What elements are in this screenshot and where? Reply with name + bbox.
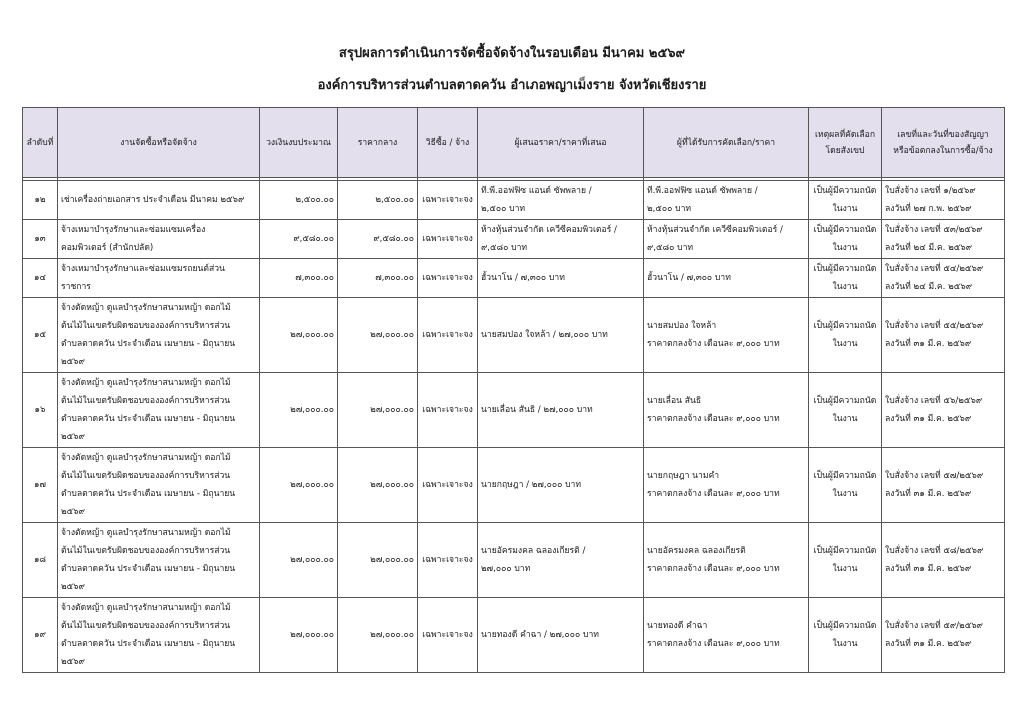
cell-work-line: จ้างเหมาบำรุงรักษาและซ่อมแซมรถยนต์ส่วน — [61, 264, 225, 274]
cell-no: ๑๙ — [23, 598, 58, 673]
cell-method: เฉพาะเจาะจง — [418, 259, 478, 298]
cell-reason — [809, 298, 882, 373]
cell-selected-line: นายอัครมงคล ฉลองเกียรติ — [647, 546, 746, 556]
table-row — [23, 259, 1005, 298]
cell-work-line: เช่าเครื่องถ่ายเอกสาร ประจำเดือน มีนาคม ๒๕๖๙ — [61, 195, 245, 205]
cell-reason-line: ในงาน — [832, 243, 858, 253]
cell-selected-line: นายเลื่อน สันธิ — [647, 396, 702, 406]
cell-reason — [809, 373, 882, 448]
cell-bidder — [478, 181, 644, 220]
cell-selected-line: ๙,๕๘๐ บาท — [647, 243, 694, 253]
cell-method: เฉพาะเจาะจง — [418, 523, 478, 598]
cell-median-price: ๙,๕๘๐.๐๐ — [338, 220, 418, 259]
cell-work-line: จ้างตัดหญ้า ดูแลบำรุงรักษาสนามหญ้า ดอกไม้ — [61, 603, 231, 613]
cell-work — [58, 259, 260, 298]
cell-work-line: ๒๕๖๙ — [61, 507, 85, 517]
col-header-median-price: ราคากลาง — [338, 108, 418, 178]
cell-selected-line: ราคาตกลงจ้าง เดือนละ ๙,๐๐๐ บาท — [647, 489, 780, 499]
cell-contract — [882, 220, 1005, 259]
cell-contract — [882, 259, 1005, 298]
cell-work-line: จ้างตัดหญ้า ดูแลบำรุงรักษาสนามหญ้า ดอกไม้ — [61, 303, 231, 313]
cell-work-line: ต้นไม้ในเขตรับผิดชอบขององค์การบริหารส่วน — [61, 621, 231, 631]
cell-bidder-line: ๒,๕๐๐ บาท — [481, 204, 526, 214]
cell-contract — [882, 373, 1005, 448]
procurement-table — [22, 107, 1005, 673]
cell-bidder — [478, 298, 644, 373]
cell-work-line: ราชการ — [61, 282, 91, 292]
cell-selected-line: ที.พี.ออฟฟิซ แอนด์ ซัพพลาย / — [647, 186, 758, 196]
cell-work-line: ต้นไม้ในเขตรับผิดชอบขององค์การบริหารส่วน — [61, 396, 231, 406]
cell-median-price: ๒๗,๐๐๐.๐๐ — [338, 298, 418, 373]
cell-method: เฉพาะเจาะจง — [418, 373, 478, 448]
cell-work — [58, 373, 260, 448]
cell-reason-line: เป็นผู้มีความถนัด — [813, 396, 877, 406]
table-row — [23, 220, 1005, 259]
cell-no: ๑๘ — [23, 523, 58, 598]
cell-contract-line: ลงวันที่ ๒๔ มี.ค. ๒๕๖๙ — [885, 282, 972, 292]
cell-work — [58, 523, 260, 598]
cell-work-line: ๒๕๖๙ — [61, 357, 85, 367]
cell-method: เฉพาะเจาะจง — [418, 181, 478, 220]
cell-median-price: ๒๗,๐๐๐.๐๐ — [338, 448, 418, 523]
cell-work-line: คอมพิวเตอร์ (สำนักปลัด) — [61, 243, 154, 253]
cell-work-line: จ้างตัดหญ้า ดูแลบำรุงรักษาสนามหญ้า ดอกไม้ — [61, 528, 231, 538]
cell-selected — [644, 523, 809, 598]
cell-budget: ๒,๕๐๐.๐๐ — [260, 181, 338, 220]
cell-method: เฉพาะเจาะจง — [418, 448, 478, 523]
cell-contract — [882, 448, 1005, 523]
cell-bidder-line: นายสมปอง ใจหล้า / ๒๗,๐๐๐ บาท — [481, 330, 608, 340]
col-header-contract-line: หรือข้อตกลงในการซื้อ/จ้าง — [893, 145, 993, 156]
cell-selected-line: นายทองดี คำฉา — [647, 621, 708, 631]
cell-work-line: ตำบลตาดควัน ประจำเดือน เมษายน - มิถุนายน — [61, 414, 236, 424]
cell-budget: ๙,๕๘๐.๐๐ — [260, 220, 338, 259]
cell-budget: ๗,๓๐๐.๐๐ — [260, 259, 338, 298]
cell-work-line: ตำบลตาดควัน ประจำเดือน เมษายน - มิถุนายน — [61, 564, 236, 574]
cell-no: ๑๓ — [23, 220, 58, 259]
cell-method: เฉพาะเจาะจง — [418, 298, 478, 373]
document-title: สรุปผลการดำเนินการจัดซื้อจัดจ้างในรอบเดือน มีนาคม ๒๕๖๙ — [338, 46, 686, 61]
cell-selected-line: ห้างหุ้นส่วนจำกัด เควีซีคอมพิวเตอร์ / — [647, 225, 783, 235]
cell-selected — [644, 373, 809, 448]
cell-contract-line: ใบสั่งจ้าง เลขที่ ๕๘/๒๕๖๙ — [885, 546, 984, 556]
cell-no: ๑๔ — [23, 259, 58, 298]
cell-work-line: ต้นไม้ในเขตรับผิดชอบขององค์การบริหารส่วน — [61, 471, 231, 481]
table-body — [23, 178, 1005, 673]
cell-selected-line: ราคาตกลงจ้าง เดือนละ ๙,๐๐๐ บาท — [647, 564, 780, 574]
table-row — [23, 181, 1005, 220]
cell-work-line: ๒๕๖๙ — [61, 582, 85, 592]
cell-selected-line: นายกฤษฎา นามคำ — [647, 471, 720, 481]
cell-contract — [882, 598, 1005, 673]
cell-contract-line: ใบสั่งจ้าง เลขที่ ๕๖/๒๕๖๙ — [885, 396, 983, 406]
cell-work-line: ตำบลตาดควัน ประจำเดือน เมษายน - มิถุนายน — [61, 489, 236, 499]
cell-selected-line: ฮั้วนาโน / ๗,๓๐๐ บาท — [647, 273, 731, 283]
cell-median-price: ๒,๕๐๐.๐๐ — [338, 181, 418, 220]
cell-bidder — [478, 448, 644, 523]
cell-contract-line: ใบสั่งจ้าง เลขที่ ๕๙/๒๕๖๙ — [885, 621, 983, 631]
cell-contract-line: ลงวันที่ ๓๑ มี.ค. ๒๕๖๙ — [885, 489, 972, 499]
cell-reason-line: ในงาน — [832, 282, 858, 292]
cell-bidder-line: ๒๗,๐๐๐ บาท — [481, 564, 531, 574]
cell-method: เฉพาะเจาะจง — [418, 220, 478, 259]
cell-bidder — [478, 259, 644, 298]
cell-contract — [882, 298, 1005, 373]
table-row — [23, 298, 1005, 373]
table-row — [23, 373, 1005, 448]
document-subtitle: องค์การบริหารส่วนตำบลตาดควัน อำเภอพญาเม็งราย จังหวัดเชียงราย — [317, 78, 707, 93]
cell-reason — [809, 220, 882, 259]
cell-reason — [809, 181, 882, 220]
cell-contract — [882, 523, 1005, 598]
cell-work — [58, 448, 260, 523]
cell-selected-line: ราคาตกลงจ้าง เดือนละ ๙,๐๐๐ บาท — [647, 414, 780, 424]
cell-reason-line: เป็นผู้มีความถนัด — [813, 186, 877, 196]
cell-work — [58, 220, 260, 259]
cell-reason-line: เป็นผู้มีความถนัด — [813, 471, 877, 481]
cell-median-price: ๗,๓๐๐.๐๐ — [338, 259, 418, 298]
cell-contract-line: ลงวันที่ ๒๔ มี.ค. ๒๕๖๙ — [885, 243, 972, 253]
cell-bidder-line: นายอัครมงคล ฉลองเกียรติ / — [481, 546, 586, 556]
cell-contract-line: ลงวันที่ ๓๑ มี.ค. ๒๕๖๙ — [885, 414, 972, 424]
cell-bidder — [478, 373, 644, 448]
cell-no: ๑๗ — [23, 448, 58, 523]
cell-work-line: ๒๕๖๙ — [61, 657, 85, 667]
col-header-reason — [809, 108, 882, 178]
cell-median-price: ๒๗,๐๐๐.๐๐ — [338, 523, 418, 598]
cell-budget: ๒๗,๐๐๐.๐๐ — [260, 598, 338, 673]
table-row — [23, 523, 1005, 598]
cell-selected — [644, 448, 809, 523]
cell-work-line: ตำบลตาดควัน ประจำเดือน เมษายน - มิถุนายน — [61, 639, 236, 649]
cell-bidder — [478, 523, 644, 598]
cell-median-price: ๒๗,๐๐๐.๐๐ — [338, 598, 418, 673]
cell-method: เฉพาะเจาะจง — [418, 598, 478, 673]
col-header-bidder: ผู้เสนอราคา/ราคาที่เสนอ — [478, 108, 644, 178]
cell-no: ๑๕ — [23, 298, 58, 373]
cell-contract-line: ใบสั่งจ้าง เลขที่ ๕๔/๒๕๖๙ — [885, 264, 984, 274]
cell-bidder-line: นายกฤษฎา / ๒๗,๐๐๐ บาท — [481, 480, 582, 490]
cell-reason — [809, 598, 882, 673]
cell-work — [58, 298, 260, 373]
cell-work-line: ต้นไม้ในเขตรับผิดชอบขององค์การบริหารส่วน — [61, 546, 231, 556]
cell-bidder — [478, 220, 644, 259]
col-header-reason-line: เหตุผลที่คัดเลือก — [814, 129, 876, 140]
cell-bidder-line: ๙,๕๘๐ บาท — [481, 243, 528, 253]
cell-reason-line: ในงาน — [832, 339, 858, 349]
cell-contract — [882, 181, 1005, 220]
col-header-method: วิธีซื้อ / จ้าง — [418, 108, 478, 178]
cell-budget: ๒๗,๐๐๐.๐๐ — [260, 373, 338, 448]
cell-reason-line: เป็นผู้มีความถนัด — [813, 621, 877, 631]
cell-contract-line: ลงวันที่ ๓๑ มี.ค. ๒๕๖๙ — [885, 339, 972, 349]
cell-selected — [644, 220, 809, 259]
col-header-work: งานจัดซื้อหรือจัดจ้าง — [58, 108, 260, 178]
cell-contract-line: ใบสั่งจ้าง เลขที่ ๕๗/๒๕๖๙ — [885, 471, 984, 481]
cell-work-line: จ้างเหมาบำรุงรักษาและซ่อมแซมเครื่อง — [61, 225, 206, 235]
cell-work-line: ต้นไม้ในเขตรับผิดชอบขององค์การบริหารส่วน — [61, 321, 231, 331]
cell-bidder-line: ที.พี.ออฟฟิซ แอนด์ ซัพพลาย / — [481, 186, 592, 196]
cell-no: ๑๖ — [23, 373, 58, 448]
cell-work-line: ๒๕๖๙ — [61, 432, 85, 442]
cell-reason-line: เป็นผู้มีความถนัด — [813, 321, 877, 331]
cell-contract-line: ใบสั่งจ้าง เลขที่ ๕๕/๒๕๖๙ — [885, 321, 984, 331]
cell-bidder-line: ฮั้วนาโน / ๗,๓๐๐ บาท — [481, 273, 565, 283]
cell-reason-line: เป็นผู้มีความถนัด — [813, 264, 877, 274]
cell-contract-line: ใบสั่งจ้าง เลขที่ ๕๓/๒๕๖๙ — [885, 225, 983, 235]
col-header-budget: วงเงินงบประมาณ — [260, 108, 338, 178]
cell-selected — [644, 598, 809, 673]
cell-reason-line: เป็นผู้มีความถนัด — [813, 546, 877, 556]
cell-reason — [809, 259, 882, 298]
cell-work-line: จ้างตัดหญ้า ดูแลบำรุงรักษาสนามหญ้า ดอกไม้ — [61, 453, 231, 463]
cell-no: ๑๒ — [23, 181, 58, 220]
cell-reason-line: ในงาน — [832, 414, 858, 424]
col-header-contract-line: เลขที่และวันที่ของสัญญา — [897, 129, 989, 140]
cell-bidder — [478, 598, 644, 673]
cell-work — [58, 598, 260, 673]
col-header-no: ลำดับที่ — [23, 108, 58, 178]
col-header-reason-line: โดยสังเขป — [825, 145, 865, 156]
cell-reason — [809, 523, 882, 598]
cell-bidder-line: ห้างหุ้นส่วนจำกัด เควีซีคอมพิวเตอร์ / — [481, 225, 617, 235]
cell-contract-line: ลงวันที่ ๓๑ มี.ค. ๒๕๖๙ — [885, 564, 972, 574]
cell-reason-line: ในงาน — [832, 489, 858, 499]
cell-reason-line: ในงาน — [832, 204, 858, 214]
cell-budget: ๒๗,๐๐๐.๐๐ — [260, 523, 338, 598]
cell-work-line: จ้างตัดหญ้า ดูแลบำรุงรักษาสนามหญ้า ดอกไม้ — [61, 378, 231, 388]
cell-budget: ๒๗,๐๐๐.๐๐ — [260, 298, 338, 373]
cell-bidder-line: นายเลื่อน สันธิ / ๒๗,๐๐๐ บาท — [481, 405, 593, 415]
cell-work-line: ตำบลตาดควัน ประจำเดือน เมษายน - มิถุนายน — [61, 339, 236, 349]
cell-contract-line: ใบสั่งจ้าง เลขที่ ๑/๒๕๖๙ — [885, 186, 976, 196]
cell-selected — [644, 259, 809, 298]
cell-reason — [809, 448, 882, 523]
cell-budget: ๒๗,๐๐๐.๐๐ — [260, 448, 338, 523]
cell-reason-line: ในงาน — [832, 564, 858, 574]
cell-reason-line: ในงาน — [832, 639, 858, 649]
cell-selected-line: ๒,๕๐๐ บาท — [647, 204, 692, 214]
cell-selected — [644, 298, 809, 373]
cell-selected-line: ราคาตกลงจ้าง เดือนละ ๙,๐๐๐ บาท — [647, 639, 780, 649]
cell-contract-line: ลงวันที่ ๓๑ มี.ค. ๒๕๖๙ — [885, 639, 972, 649]
table-row — [23, 598, 1005, 673]
cell-selected — [644, 181, 809, 220]
cell-work — [58, 181, 260, 220]
cell-contract-line: ลงวันที่ ๒๗ ก.พ. ๒๕๖๙ — [885, 204, 972, 214]
cell-median-price: ๒๗,๐๐๐.๐๐ — [338, 373, 418, 448]
table-row — [23, 448, 1005, 523]
cell-reason-line: เป็นผู้มีความถนัด — [813, 225, 877, 235]
cell-bidder-line: นายทองดี คำฉา / ๒๗,๐๐๐ บาท — [481, 630, 599, 640]
col-header-contract — [882, 108, 1005, 178]
table-header-row — [23, 108, 1005, 178]
cell-selected-line: ราคาตกลงจ้าง เดือนละ ๙,๐๐๐ บาท — [647, 339, 780, 349]
cell-selected-line: นายสมปอง ใจหล้า — [647, 321, 717, 331]
col-header-selected: ผู้ที่ได้รับการคัดเลือก/ราคา — [644, 108, 809, 178]
